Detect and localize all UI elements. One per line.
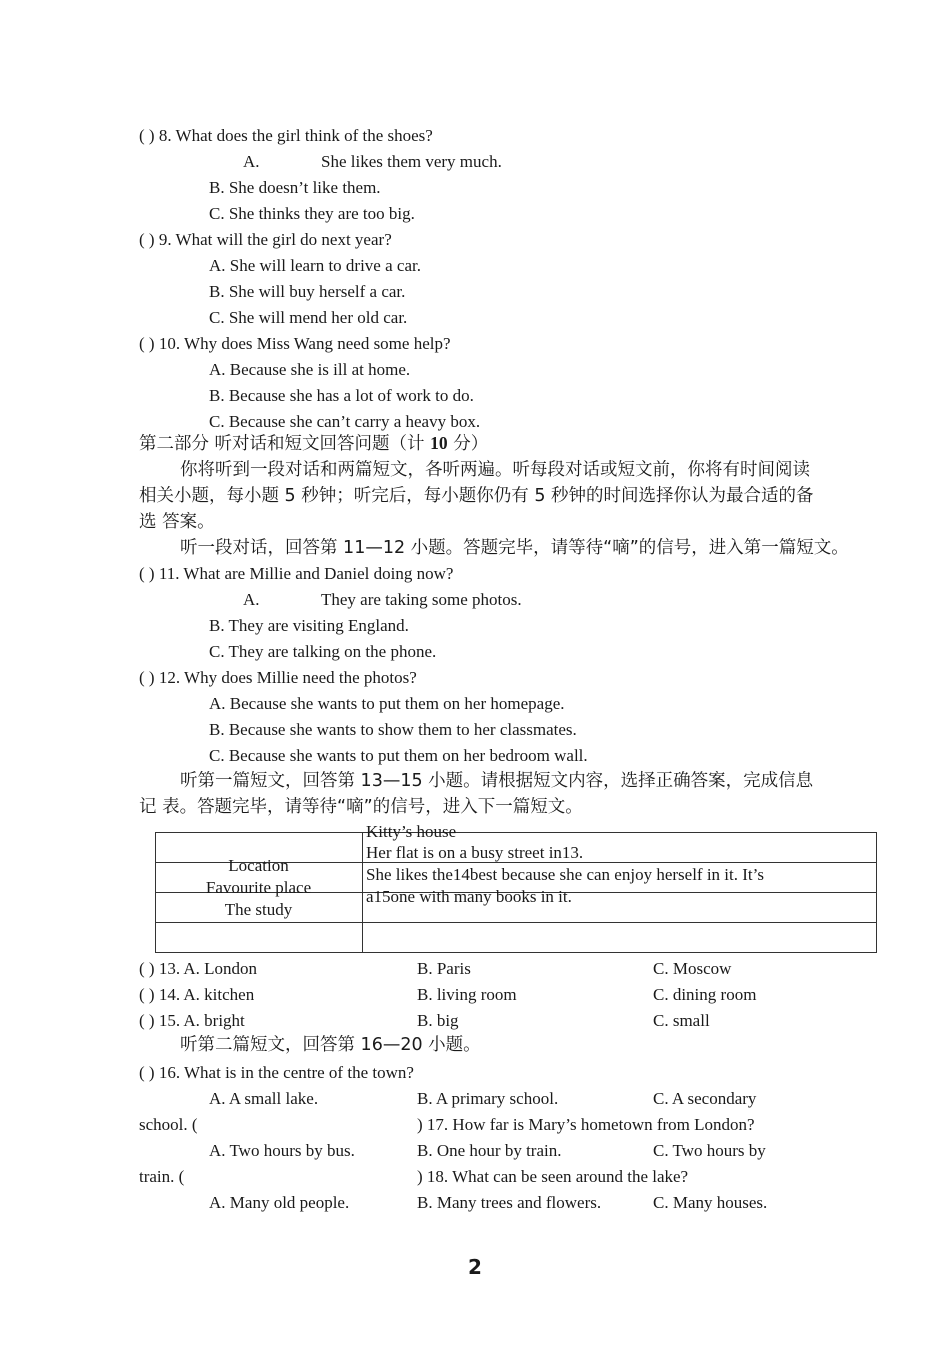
option-c: C. A secondary <box>653 1089 757 1108</box>
question-number: 11. <box>158 564 180 583</box>
question-10 <box>139 333 451 355</box>
question-number: 9. <box>158 230 172 249</box>
question-text: What does the girl think of the shoes? <box>175 126 433 145</box>
option-b: B. big <box>417 1011 459 1030</box>
question-16: ( ) 16. What is in the centre of the town? <box>139 1063 414 1082</box>
option-a-text: She likes them very much. <box>321 152 502 171</box>
answer-bracket: ( ) <box>139 564 155 583</box>
question-text: What will the girl do next year? <box>175 230 392 249</box>
option-c: C. She thinks they are too big. <box>209 204 415 223</box>
question-number: 8. <box>158 126 172 145</box>
answer-bracket: ( ) <box>139 230 155 249</box>
option-c: C. Because she wants to put them on her bedroom wall. <box>209 746 588 765</box>
question-text: Why does Millie need the photos? <box>184 668 417 687</box>
option-c: C. dining room <box>653 985 757 1004</box>
table-border-top <box>155 832 877 833</box>
option-a-label: A. <box>243 590 260 609</box>
option-a: A. She will learn to drive a car. <box>209 256 421 275</box>
option-b: B. living room <box>417 985 517 1004</box>
option-b: B. Many trees and flowers. <box>417 1193 602 1212</box>
option-b: B. Because she has a lot of work to do. <box>209 386 474 405</box>
question-text: Why does Miss Wang need some help? <box>184 334 451 353</box>
answer-bracket: ( ) <box>139 334 155 353</box>
option-c: C. Moscow <box>653 959 732 978</box>
table-label-favourite: Favourite place <box>205 878 312 897</box>
option-a-text: They are taking some photos. <box>321 590 522 609</box>
wrapped-option-text: train. ( <box>139 1167 185 1186</box>
option-b: B. A primary school. <box>417 1089 559 1108</box>
answer-bracket: ( ) <box>139 668 155 687</box>
part2-heading-tail: 分） <box>447 434 489 454</box>
answer-bracket: ( ) <box>139 126 155 145</box>
table-rule <box>155 922 877 923</box>
part2-heading-text: 第二部分 听对话和短文回答问题（计 <box>139 434 431 454</box>
option-a: A. A small lake. <box>209 1089 319 1108</box>
option-a: A. Two hours by bus. <box>209 1141 355 1160</box>
question-11 <box>139 563 453 585</box>
wrapped-option-text: school. ( <box>139 1115 198 1134</box>
option-b: B. Because she wants to show them to her classmates. <box>209 720 577 739</box>
option-b: B. Paris <box>417 959 471 978</box>
table-value-study: a15one with many books in it. <box>366 887 572 906</box>
part2-intro-line1: 你将听到一段对话和两篇短文，各听两遍。听每段对话或短文前，你将有时间阅读 <box>180 460 810 480</box>
passage2-instruction: 听第二篇短文，回答第 16—20 小题。 <box>180 1035 481 1055</box>
part2-intro-line2: 相关小题，每小题 5 秒钟；听完后，每小题你仍有 5 秒钟的时间选择你认为最合适的备 <box>139 486 814 506</box>
passage1-instruction-line2: 记 表。答题完毕，请等待“嘀”的信号，进入下一篇短文。 <box>139 797 583 817</box>
table-value-favourite: She likes the14best because she can enjoy herself in it. It’s <box>366 865 764 884</box>
question-8 <box>139 125 433 147</box>
question-number: 10. <box>158 334 181 353</box>
option-a: A. Many old people. <box>209 1193 350 1212</box>
question-15: ( ) 15. A. bright <box>139 1011 245 1030</box>
option-a-label: A. <box>243 152 260 171</box>
question-18: ) 18. What can be seen around the lake? <box>417 1167 689 1186</box>
option-c: C. small <box>653 1011 710 1030</box>
option-a: A. Because she is ill at home. <box>209 360 411 379</box>
table-value-location: Her flat is on a busy street in13. <box>366 843 584 862</box>
table-title: Kitty’s house <box>366 822 457 841</box>
option-b: B. They are visiting England. <box>209 616 409 635</box>
option-b: B. She will buy herself a car. <box>209 282 406 301</box>
option-c: C. Two hours by <box>653 1141 766 1160</box>
option-a: A. Because she wants to put them on her homepage. <box>209 694 565 713</box>
table-column-divider <box>362 832 363 953</box>
option-c: C. She will mend her old car. <box>209 308 408 327</box>
table-border-bottom <box>155 952 877 953</box>
question-14: ( ) 14. A. kitchen <box>139 985 255 1004</box>
option-b: B. One hour by train. <box>417 1141 562 1160</box>
dialogue-instruction: 听一段对话，回答第 11—12 小题。答题完毕，请等待“嘀”的信号，进入第一篇短文。 <box>180 538 849 558</box>
option-c: C. Many houses. <box>653 1193 768 1212</box>
passage1-instruction-line1: 听第一篇短文，回答第 13—15 小题。请根据短文内容，选择正确答案，完成信息 <box>180 771 814 791</box>
part2-intro-line3: 选 答案。 <box>139 512 215 532</box>
question-9 <box>139 229 392 251</box>
page-number: 2 <box>468 1255 482 1279</box>
option-c: C. They are talking on the phone. <box>209 642 437 661</box>
table-label-study: The study <box>224 900 293 919</box>
part2-score: 10 <box>430 433 448 453</box>
question-17: ) 17. How far is Mary’s hometown from London? <box>417 1115 755 1134</box>
question-text: What are Millie and Daniel doing now? <box>183 564 454 583</box>
part2-heading <box>139 432 488 455</box>
info-table <box>155 822 877 953</box>
question-13: ( ) 13. A. London <box>139 959 258 978</box>
table-border-right <box>876 832 877 953</box>
option-c: C. Because she can’t carry a heavy box. <box>209 412 481 431</box>
question-number: 12. <box>158 668 181 687</box>
option-b: B. She doesn’t like them. <box>209 178 381 197</box>
question-12 <box>139 667 417 689</box>
table-label-location: Location <box>228 856 289 875</box>
